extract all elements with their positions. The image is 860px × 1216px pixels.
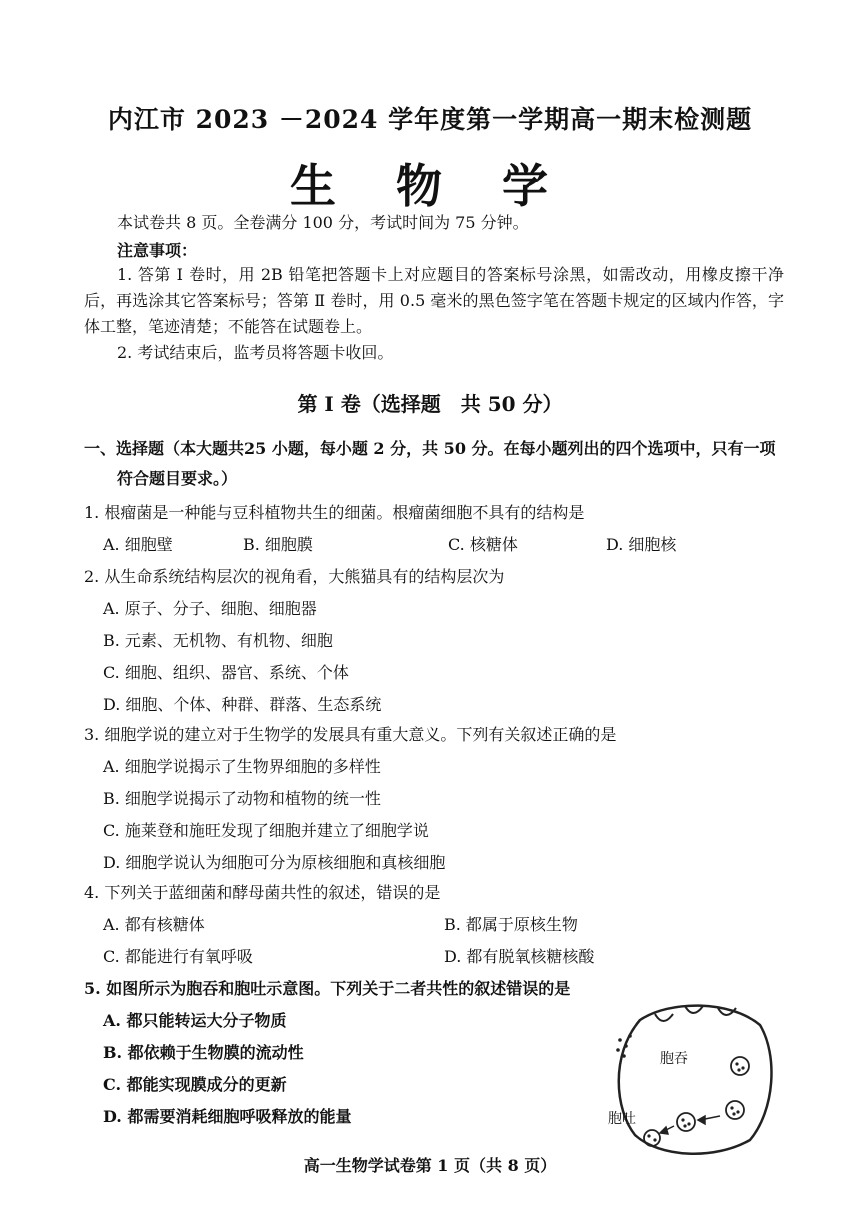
question-1-option-c: C. 核糖体 bbox=[448, 535, 518, 554]
question-1-option-b: B. 细胞膜 bbox=[243, 535, 313, 554]
question-4-option-d: D. 都有脱氧核糖核酸 bbox=[444, 947, 595, 966]
question-3-option-d: D. 细胞学说认为细胞可分为原核细胞和真核细胞 bbox=[103, 853, 446, 872]
section-heading-line-1: 一、选择题（本大题共25 小题，每小题 2 分，共 50 分。在每小题列出的四个选项中，只有一项 bbox=[84, 439, 776, 458]
endocytosis-label: 胞吞 bbox=[660, 1051, 688, 1067]
subject-title: 生 物 学 bbox=[289, 159, 571, 213]
question-3-option-c: C. 施莱登和施旺发现了细胞并建立了细胞学说 bbox=[103, 821, 429, 840]
notice-item-1: 1. 答第 Ⅰ 卷时，用 2B 铅笔把答题卡上对应题目的答案标号涂黑，如需改动，用橡皮擦干净后，再选涂其它答案标号；答第 Ⅱ 卷时，用 0.5 毫米的黑色签字笔在答题卡规定的区域内作答，字体工整，笔迹清楚；不能答在试题卷上。 bbox=[84, 265, 784, 336]
question-5-option-c: C. 都能实现膜成分的更新 bbox=[103, 1075, 287, 1094]
exam-title: 内江市 2023 －2024 学年度第一学期高一期末检测题 bbox=[107, 105, 753, 134]
question-1-stem: 1. 根瘤菌是一种能与豆科植物共生的细菌。根瘤菌细胞不具有的结构是 bbox=[84, 503, 585, 522]
notice-item-2: 2. 考试结束后，监考员将答题卡收回。 bbox=[117, 343, 394, 362]
question-2-option-a: A. 原子、分子、细胞、细胞器 bbox=[103, 599, 317, 618]
cell-diagram bbox=[600, 1000, 780, 1160]
question-4-option-a: A. 都有核糖体 bbox=[103, 915, 205, 934]
section-heading bbox=[84, 434, 784, 494]
section-heading-line-2: 符合题目要求。） bbox=[117, 469, 238, 488]
question-2-stem: 2. 从生命系统结构层次的视角看，大熊猫具有的结构层次为 bbox=[84, 567, 505, 586]
question-5-option-b: B. 都依赖于生物膜的流动性 bbox=[103, 1043, 304, 1062]
question-3-stem: 3. 细胞学说的建立对于生物学的发展具有重大意义。下列有关叙述正确的是 bbox=[84, 725, 617, 744]
question-3-option-a: A. 细胞学说揭示了生物界细胞的多样性 bbox=[103, 757, 381, 776]
exocytosis-label: 胞吐 bbox=[608, 1111, 636, 1127]
question-2-option-b: B. 元素、无机物、有机物、细胞 bbox=[103, 631, 333, 650]
question-5-option-a: A. 都只能转运大分子物质 bbox=[103, 1011, 287, 1030]
page-footer: 高一生物学试卷第 1 页（共 8 页） bbox=[303, 1156, 557, 1175]
question-1-option-a: A. 细胞壁 bbox=[103, 535, 173, 554]
question-4-option-b: B. 都属于原核生物 bbox=[444, 915, 578, 934]
exam-intro: 本试卷共 8 页。全卷满分 100 分，考试时间为 75 分钟。 bbox=[117, 213, 529, 232]
question-2-option-d: D. 细胞、个体、种群、群落、生态系统 bbox=[103, 695, 382, 714]
question-5-stem: 5. 如图所示为胞吞和胞吐示意图。下列关于二者共性的叙述错误的是 bbox=[84, 979, 571, 998]
notice-heading: 注意事项： bbox=[117, 241, 198, 260]
question-4-option-c: C. 都能进行有氧呼吸 bbox=[103, 947, 253, 966]
question-4-stem: 4. 下列关于蓝细菌和酵母菌共性的叙述，错误的是 bbox=[84, 883, 441, 902]
cell-membrane bbox=[619, 1006, 772, 1154]
question-3-option-b: B. 细胞学说揭示了动物和植物的统一性 bbox=[103, 789, 381, 808]
question-2-option-c: C. 细胞、组织、器官、系统、个体 bbox=[103, 663, 349, 682]
question-5-option-d: D. 都需要消耗细胞呼吸释放的能量 bbox=[103, 1107, 352, 1126]
cell-transport-figure bbox=[600, 1000, 780, 1160]
part-one-title: 第 Ⅰ 卷（选择题 共 50 分） bbox=[297, 392, 563, 416]
question-1-option-d: D. 细胞核 bbox=[606, 535, 677, 554]
